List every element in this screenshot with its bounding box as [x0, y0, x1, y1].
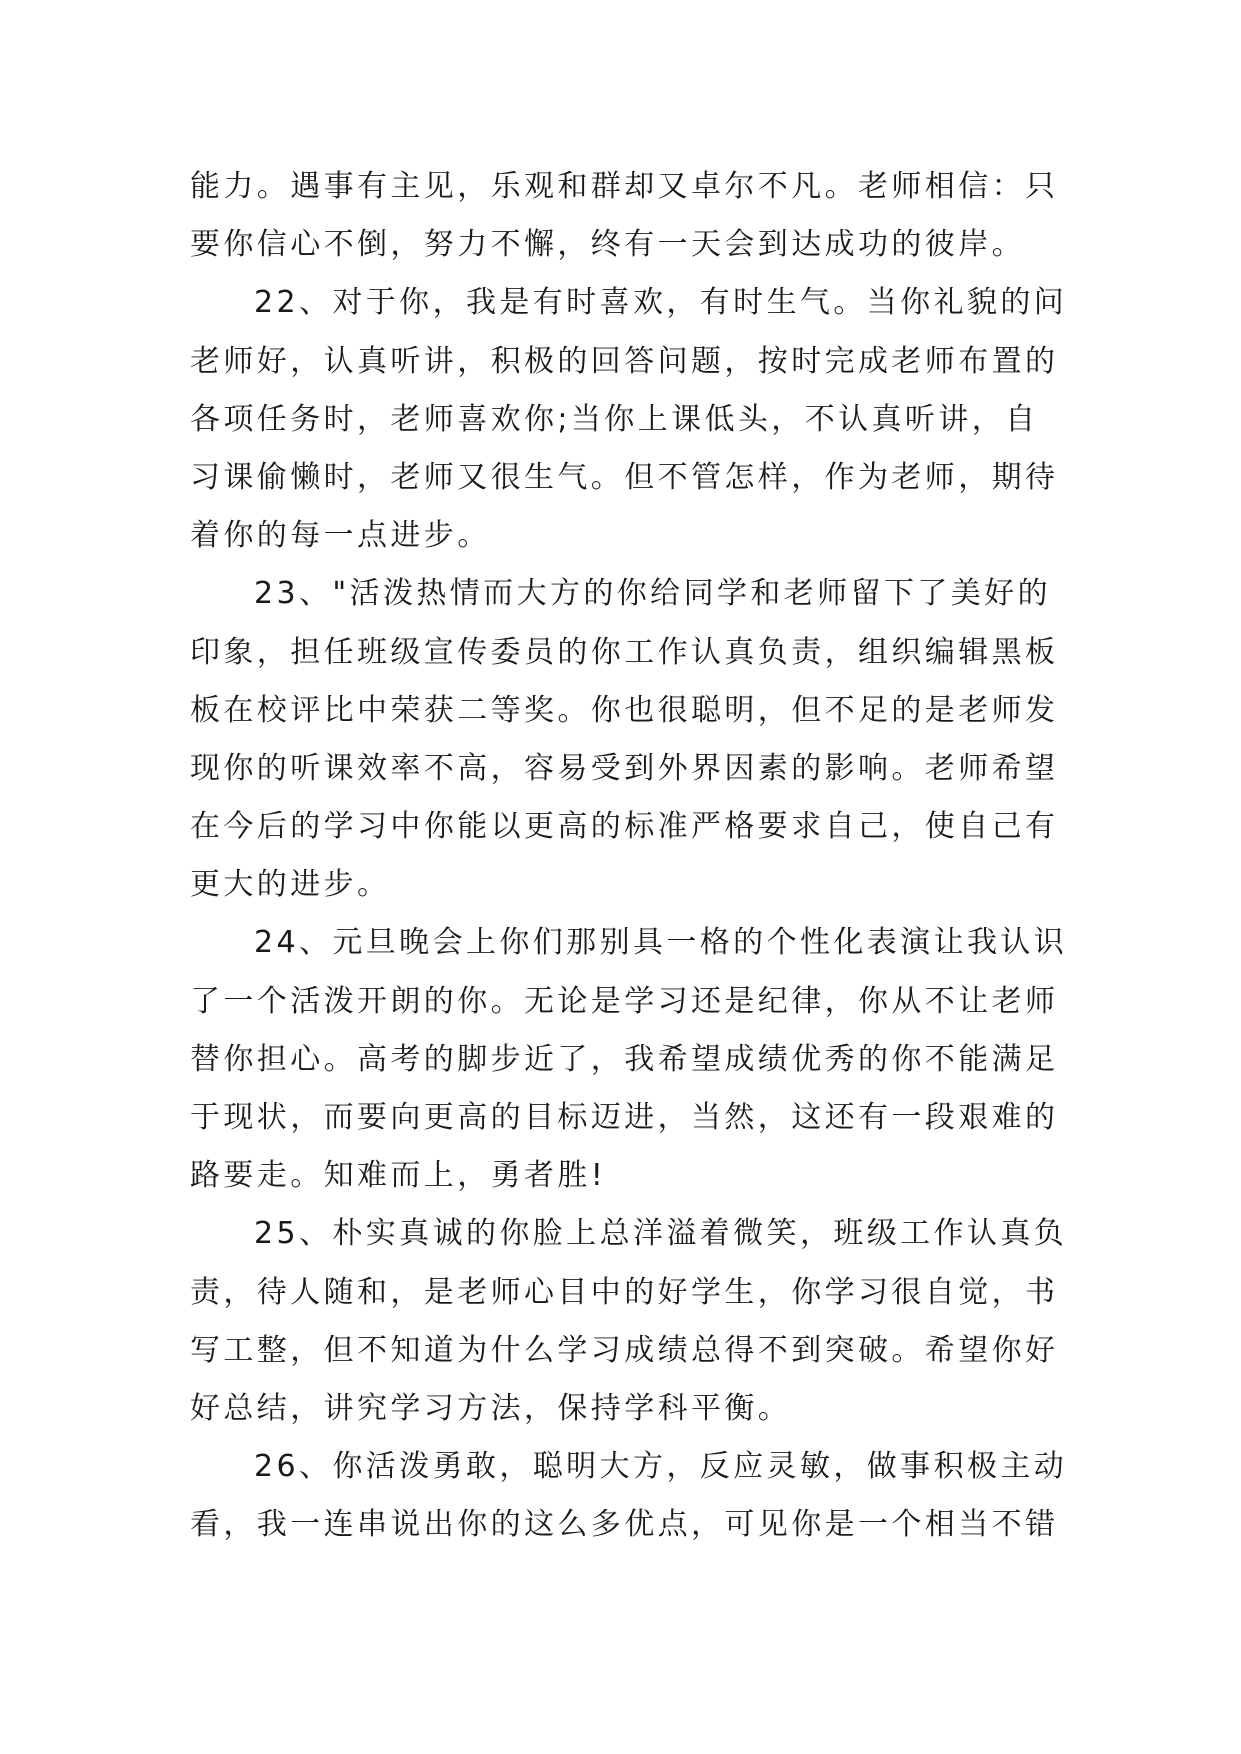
- text-line: 能力。遇事有主见，乐观和群却又卓尔不凡。老师相信：只: [190, 169, 1059, 204]
- text-line: 着你的每一点进步。: [190, 518, 491, 554]
- text-line: 了一个活泼开朗的你。无论是学习还是纪律，你从不让老师: [190, 983, 1059, 1019]
- text-line: 现你的听课效率不高，容易受到外界因素的影响。老师希望: [190, 750, 1059, 786]
- text-line: 要你信心不倒，努力不懈，终有一天会到达成功的彼岸。: [190, 227, 1025, 263]
- text-line: 路要走。知难而上，勇者胜!: [190, 1158, 607, 1194]
- text-line: 各项任务时，老师喜欢你;当你上课低头，不认真听讲，自: [190, 401, 1039, 437]
- text-line: 23、"活泼热情而大方的你给同学和老师留下了美好的: [254, 576, 1051, 612]
- text-line: 于现状，而要向更高的目标迈进，当然，这还有一段艰难的: [190, 1100, 1059, 1135]
- text-line: 替你担心。高考的脚步近了，我希望成绩优秀的你不能满足: [190, 1041, 1059, 1077]
- text-line: 老师好，认真听讲，积极的回答问题，按时完成老师布置的: [190, 343, 1059, 379]
- text-line: 好总结，讲究学习方法，保持学科平衡。: [190, 1390, 792, 1426]
- text-line: 责，待人随和，是老师心目中的好学生，你学习很自觉，书: [190, 1274, 1059, 1310]
- text-line: 写工整，但不知道为什么学习成绩总得不到突破。希望你好: [190, 1332, 1059, 1368]
- text-line: 板在校评比中荣获二等奖。你也很聪明，但不足的是老师发: [190, 692, 1059, 728]
- text-line: 看，我一连串说出你的这么多优点，可见你是一个相当不错: [190, 1507, 1059, 1543]
- text-line: 25、朴实真诚的你脸上总洋溢着微笑，班级工作认真负: [254, 1216, 1068, 1252]
- text-line: 习课偷懒时，老师又很生气。但不管怎样，作为老师，期待: [190, 459, 1059, 495]
- text-line: 24、元旦晚会上你们那别具一格的个性化表演让我认识: [254, 925, 1068, 961]
- text-line: 印象，担任班级宣传委员的你工作认真负责，组织编辑黑板: [190, 634, 1059, 670]
- text-line: 在今后的学习中你能以更高的标准严格要求自己，使自己有: [190, 809, 1059, 845]
- text-line: 26、你活泼勇敢，聪明大方，反应灵敏，做事积极主动: [254, 1449, 1068, 1485]
- text-line: 更大的进步。: [190, 867, 391, 903]
- document-body: [190, 158, 1068, 1555]
- text-line: 22、对于你，我是有时喜欢，有时生气。当你礼貌的问: [254, 285, 1068, 321]
